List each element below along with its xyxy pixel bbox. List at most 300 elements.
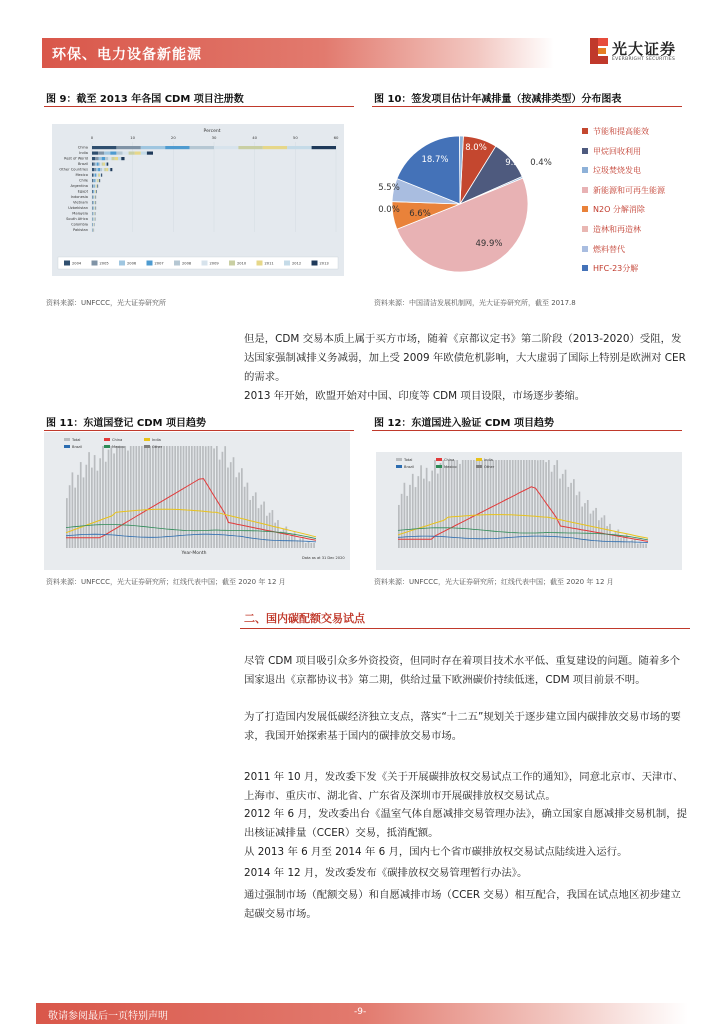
fig9-bar-segment [100, 168, 102, 171]
fig11-source: 资料来源：UNFCCC，光大证券研究所；红线代表中国；截至 2020 年 12 月 [46, 578, 286, 586]
fig10-pct-label: 49.9% [475, 239, 503, 249]
f11-legend-label: India [152, 438, 161, 442]
f12-total-bar [501, 460, 503, 548]
f11-total-bar [141, 446, 143, 548]
fig9-bar-segment [96, 168, 98, 171]
f12-total-bar [537, 460, 539, 548]
f12-total-bar [481, 460, 483, 548]
fig9-bar-segment [99, 179, 100, 182]
fig10-pct-label: 9.5% [505, 158, 527, 168]
fig10-pct-label: 18.7% [421, 155, 449, 165]
fig10-legend-swatch [582, 167, 588, 173]
fig9-bar-segment [92, 157, 95, 160]
fig9-country-label: Indonesia [70, 195, 88, 199]
logo-name: 光大证券 [612, 40, 677, 58]
fig9-tick: 0 [90, 135, 94, 140]
f12-total-bar [529, 460, 531, 548]
fig10-legend-swatch [582, 226, 588, 232]
fig9-bar-segment [94, 179, 95, 182]
fig9-bar-segment [94, 185, 95, 188]
header-title: 环保、电力设备新能源 [52, 47, 202, 63]
f12-total-bar [587, 500, 589, 548]
f11-total-bar [288, 536, 290, 548]
f11-legend-swatch [104, 445, 110, 448]
fig10-legend-label: 新能源和可再生能源 [593, 185, 665, 195]
f11-total-bar [97, 471, 99, 548]
fig10-legend-label: 节能和提高能效 [593, 127, 649, 136]
f12-legend-swatch [396, 465, 402, 468]
f11-total-bar [110, 446, 112, 548]
f11-legend-label: Mexico [112, 445, 125, 449]
f12-total-bar [404, 483, 406, 548]
f11-legend-label: Total [72, 438, 81, 442]
f12-legend-swatch [396, 458, 402, 461]
fig10-legend-swatch [582, 128, 588, 134]
f12-total-bar [565, 470, 567, 548]
paragraph-cdm-problems: 尽管 CDM 项目吸引众多外资投资，但同时存在着项目技术水平低、重复建设的问题。随着多个国家退出《京都协议书》第二期，供给过量下欧洲碳价持续低迷，CDM 项目前景不明。 [244, 655, 681, 686]
f12-total-bar [470, 460, 472, 548]
fig9-bar-segment [99, 157, 102, 160]
fig9-legend-year: 2006 [127, 261, 137, 266]
fig9-bar-segment [105, 163, 107, 166]
fig9-bar-segment [95, 179, 96, 182]
fig9-bar-segment [118, 157, 121, 160]
fig9-legend-swatch [284, 261, 290, 266]
fig9-bar-segment [107, 163, 109, 166]
fig9-bar-segment [92, 146, 116, 149]
fig11-line-chart [44, 432, 350, 570]
f11-total-bar [263, 502, 265, 548]
fig9-country-label: India [79, 151, 88, 155]
fig9-bar-segment [238, 146, 262, 149]
fig9-bar-segment [95, 157, 98, 160]
f11-total-bar [299, 538, 301, 548]
f12-total-bar [473, 460, 475, 548]
f12-total-bar [454, 460, 456, 548]
fig9-bar-segment [110, 152, 116, 155]
fig9-legend-swatch [257, 261, 263, 266]
paragraph-2013-2014: 从 2013 年 6 月至 2014 年 6 月，国内七个省市碳排放权交易试点陆续进入运行。 [244, 846, 628, 858]
f12-legend-label: Brazil [404, 465, 415, 469]
fig9-country-label: Argentina [70, 184, 88, 188]
f11-total-bar [222, 452, 224, 548]
f12-total-bar [437, 474, 439, 548]
fig9-bar-segment [105, 157, 108, 160]
f12-total-bar [542, 460, 544, 548]
f12-total-bar [451, 460, 453, 548]
fig9-bar-segment [100, 163, 102, 166]
f12-legend-label: China [444, 458, 455, 462]
f12-total-bar [448, 460, 450, 548]
f11-total-bar [197, 446, 199, 548]
fig9-bar-segment [100, 174, 101, 177]
f11-total-bar [72, 472, 74, 548]
f11-total-bar [185, 446, 187, 548]
fig12-source: 资料来源：UNFCCC，光大证券研究所；红线代表中国；截至 2020 年 12 月 [374, 578, 614, 586]
fig9-bar-segment [135, 152, 141, 155]
fig10-pct-label: 0.4% [530, 158, 552, 168]
fig9-country-label: Chile [79, 178, 88, 183]
f12-total-bar [420, 465, 422, 548]
fig9-bar-segment [94, 174, 95, 177]
f11-total-bar [283, 529, 285, 548]
f11-total-bar [308, 542, 310, 548]
f12-total-bar [640, 543, 642, 548]
fig9-bar-segment [95, 163, 97, 166]
f12-total-bar [545, 462, 547, 548]
fig9-bar-segment [102, 168, 104, 171]
paragraph-domestic-market: 为了打造国内发展低碳经济独立支点，落实“十二五”规划关于逐步建立国内碳排放交易市场的要求，我国开始探索基于国内的碳排放交易市场。 [244, 711, 681, 742]
f11-total-bar [127, 451, 129, 548]
fig9-bar-segment [110, 168, 112, 171]
f11-total-bar [166, 446, 168, 548]
fig9-bar-segment [94, 179, 95, 182]
fig9-bar-segment [121, 157, 124, 160]
fig9-bar-segment [102, 163, 104, 166]
paragraph-cdm-buyer-market: 但是，CDM 交易本质上属于买方市场，随着《京都议定书》第二阶段（2013-2020）受阻，发达国家强制减排义务减弱，加上受 2009 年欧债危机影响，大大虚弱了国际上特别是欧洲对 CER 的需求。 [244, 333, 686, 383]
f12-total-bar [445, 466, 447, 548]
fig9-bar-segment [108, 157, 111, 160]
fig9-bar-segment [92, 168, 94, 171]
fig9-tick: 60 [333, 135, 339, 140]
f11-total-bar [302, 537, 304, 548]
f11-total-bar [119, 446, 121, 548]
fig9-country-label: China [77, 145, 88, 150]
f11-total-bar [158, 446, 160, 548]
f12-total-bar [459, 464, 461, 548]
f11-total-bar [310, 543, 312, 548]
f12-legend-label: India [484, 458, 493, 462]
f11-total-bar [247, 483, 249, 548]
f11-total-bar [74, 488, 76, 548]
f12-total-bar [554, 465, 556, 548]
fig9-tick: 20 [170, 135, 176, 140]
fig10-source: 资料来源：中国清洁发展机制网，光大证券研究所，截至 2017.8 [374, 299, 576, 307]
f12-total-bar [567, 487, 569, 548]
fig9-bar-segment [98, 152, 104, 155]
fig9-chart [52, 124, 344, 276]
f11-total-bar [77, 475, 79, 548]
f12-total-bar [509, 460, 511, 548]
fig9-bar-segment [97, 179, 98, 182]
fig9-bar-segment [214, 146, 238, 149]
f12-total-bar [637, 544, 639, 548]
f11-total-bar [69, 485, 71, 548]
fig9-country-label: Malaysia [72, 211, 88, 216]
fig9-bar-segment [129, 152, 135, 155]
fig9-source: 资料来源：UNFCCC，光大证券研究所 [46, 299, 167, 307]
fig9-bar-segment [97, 185, 98, 188]
fig10-pie-chart [372, 112, 582, 284]
f11-total-bar [233, 457, 235, 548]
fig12-line-chart [376, 452, 682, 570]
f11-total-bar [135, 446, 137, 548]
f12-total-bar [517, 460, 519, 548]
f11-legend-swatch [64, 438, 70, 441]
fig10-legend-swatch [582, 187, 588, 193]
f11-total-bar [177, 446, 179, 548]
fig10-legend-label: 造林和再造林 [593, 225, 641, 234]
f11-total-bar [313, 543, 315, 548]
fig9-bar-segment [104, 152, 110, 155]
fig9-bar-segment [93, 185, 94, 188]
fig9-bar-segment [94, 185, 95, 188]
f11-total-bar [188, 446, 190, 548]
f11-total-bar [238, 473, 240, 548]
fig9-country-label: Brazil [77, 162, 88, 166]
f11-total-bar [244, 487, 246, 548]
f11-total-bar [91, 468, 93, 548]
fig9-bar-segment [92, 174, 93, 177]
f11-total-bar [305, 543, 307, 548]
logo-subtitle: EVERBRIGHT SECURITIES [612, 57, 676, 62]
fig9-tick: 30 [211, 135, 217, 140]
fig9-bar-segment [99, 163, 101, 166]
f12-total-bar [523, 460, 525, 548]
f12-total-bar [401, 494, 403, 548]
f12-total-bar [581, 507, 583, 548]
fig9-tick: 40 [252, 135, 258, 140]
f11-total-bar [277, 520, 279, 548]
f12-total-bar [645, 544, 647, 548]
f12-total-bar [462, 460, 464, 548]
f11-total-bar [191, 446, 193, 548]
fig9-country-label: Vietnam [73, 200, 88, 205]
f12-total-bar [631, 540, 633, 548]
fig9-legend-swatch [229, 261, 235, 266]
fig9-tick: 50 [292, 135, 298, 140]
fig9-title-rule [44, 106, 354, 107]
fig9-bar-segment [95, 174, 96, 177]
paragraph-2012-ccer: 2012 年 6 月，发改委出台《温室气体自愿减排交易管理办法》，确立国家自愿减排交易机制，提出核证减排量（CCER）交易，抵消配额。 [244, 808, 687, 839]
fig9-bar-segment [96, 185, 97, 188]
fig9-title: 图 9：截至 2013 年各国 CDM 项目注册数 [46, 94, 244, 105]
f12-total-bar [592, 511, 594, 548]
fig9-bar-segment [92, 163, 94, 166]
f12-total-bar [442, 460, 444, 548]
fig9-bar-segment [93, 174, 94, 177]
f11-total-bar [208, 446, 210, 548]
f11-total-bar [224, 446, 226, 548]
fig9-bar-segment [95, 185, 96, 188]
fig12-title: 图 12：东道国进入验证 CDM 项目趋势 [374, 418, 554, 429]
f11-total-bar [255, 492, 257, 548]
f12-total-bar [615, 531, 617, 548]
f11-total-bar [149, 446, 151, 548]
f11-total-bar [260, 505, 262, 548]
f12-total-bar [492, 460, 494, 548]
f11-legend-swatch [144, 438, 150, 441]
fig9-tick: 10 [130, 135, 136, 140]
fig10-title: 图 10：签发项目估计年减排量（按减排类型）分布图表 [374, 94, 622, 105]
f11-legend-label: China [112, 438, 123, 442]
fig9-bar-segment [312, 146, 336, 149]
f12-total-bar [534, 460, 536, 548]
f11-total-bar [122, 446, 124, 548]
fig9-legend-year: 2004 [72, 261, 82, 266]
f11-total-bar [180, 446, 182, 548]
fig10-pct-label: 0.9% [457, 115, 479, 125]
fig9-bar-segment [106, 168, 108, 171]
fig11-title: 图 11：东道国登记 CDM 项目趋势 [46, 418, 206, 429]
fig9-country-label: Other Countries [59, 167, 88, 172]
fig9-bar-segment [96, 185, 97, 188]
fig9-bar-segment [97, 163, 99, 166]
f11-total-bar [202, 446, 204, 548]
f12-total-bar [540, 460, 542, 548]
f11-legend-label: Brazil [72, 445, 83, 449]
fig9-country-label: Uzbekistan [68, 206, 88, 210]
f11-total-bar [249, 500, 251, 548]
fig9-legend-swatch [64, 261, 70, 266]
fig9-bar-segment [97, 174, 98, 177]
f11-total-bar [85, 465, 87, 548]
f12-total-bar [467, 460, 469, 548]
fig9-legend-year: 2009 [209, 261, 219, 266]
f11-total-bar [194, 446, 196, 548]
f11-total-bar [210, 446, 212, 548]
fig10-pct-label: 0.0% [378, 205, 400, 215]
f11-legend-swatch [64, 445, 70, 448]
f12-total-bar [604, 515, 606, 548]
fig9-legend-year: 2011 [264, 261, 274, 266]
fig9-legend-swatch [174, 261, 180, 266]
f12-total-bar [556, 460, 558, 548]
logo-icon [588, 36, 610, 66]
f11-total-bar [213, 448, 215, 548]
f12-total-bar [423, 479, 425, 548]
f12-total-bar [476, 460, 478, 548]
fig9-bar-segment [103, 163, 105, 166]
fig10-legend-label: 甲烷回收利用 [593, 146, 641, 156]
f12-total-bar [548, 460, 550, 548]
fig10-legend-label: 燃料替代 [593, 244, 625, 254]
fig9-legend-swatch [147, 261, 153, 266]
paragraph-2011-pilots: 2011 年 10 月，发改委下发《关于开展碳排放权交易试点工作的通知》，同意北京市、天津市、上海市、重庆市、湖北省、广东省及深圳市开展碳排放权交易试点。 [244, 771, 684, 802]
f12-total-bar [506, 460, 508, 548]
fig9-bar-segment [116, 152, 122, 155]
f12-total-bar [417, 476, 419, 548]
fig9-bar-segment [190, 146, 214, 149]
fig9-legend-swatch [312, 261, 318, 266]
f12-legend-swatch [436, 465, 442, 468]
f11-legend-swatch [144, 445, 150, 448]
fig10-pct-label: 6.6% [409, 209, 431, 219]
fig9-bar-segment [98, 179, 99, 182]
f11-total-bar [163, 446, 165, 548]
fig9-country-label: Rest of World [64, 156, 88, 161]
f12-legend-swatch [476, 458, 482, 461]
fig10-legend-swatch [582, 206, 588, 212]
f11-total-bar [266, 516, 268, 548]
fig9-bar-segment [97, 185, 98, 188]
fig9-axis-title: Percent [203, 129, 221, 134]
f12-legend-label: Other [484, 465, 495, 469]
f12-total-bar [456, 460, 458, 548]
fig9-bar-segment [92, 185, 93, 188]
f12-total-bar [526, 460, 528, 548]
f11-total-bar [199, 446, 201, 548]
fig9-bar-segment [165, 146, 189, 149]
f12-total-bar [490, 460, 492, 548]
f11-legend-swatch [104, 438, 110, 441]
f12-total-bar [570, 483, 572, 548]
f11-total-bar [80, 462, 82, 548]
fig10-legend-label: N2O 分解消除 [593, 205, 645, 215]
fig9-bar-segment [94, 163, 96, 166]
f11-total-bar [174, 446, 176, 548]
f11-total-bar [144, 446, 146, 548]
f12-legend-label: Mexico [444, 465, 457, 469]
f12-legend-swatch [476, 465, 482, 468]
fig9-bar-segment [141, 152, 147, 155]
fig9-country-label: Egypt [77, 189, 88, 194]
f12-total-bar [512, 460, 514, 548]
fig11-title-rule [44, 430, 354, 431]
fig9-bar-segment [93, 185, 94, 188]
f12-total-bar [440, 463, 442, 548]
f12-total-bar [609, 524, 611, 548]
fig9-legend-swatch [92, 261, 98, 266]
f12-total-bar [559, 479, 561, 548]
fig10-pct-label: 8.0% [465, 143, 487, 153]
fig9-bar-segment [102, 157, 105, 160]
f11-legend-label: Other [152, 445, 163, 449]
f11-total-bar [172, 446, 174, 548]
f11-total-bar [205, 446, 207, 548]
f11-total-bar [272, 510, 274, 548]
f12-legend-label: Total [404, 458, 413, 462]
section-title: 二、国内碳配额交易试点 [244, 612, 365, 625]
fig10-legend-swatch [582, 265, 588, 271]
f11-total-bar [155, 446, 157, 548]
fig9-bar-segment [147, 152, 153, 155]
f12-total-bar [642, 544, 644, 548]
fig9-bar-segment [99, 174, 100, 177]
f11-total-bar [133, 446, 135, 548]
fig11-note: Data as at 31 Dec 2020 [302, 556, 345, 560]
fig12-title-rule [372, 430, 682, 431]
page-number: -9- [354, 1007, 367, 1017]
f11-total-bar [116, 446, 118, 548]
fig9-country-label: Mexico [75, 173, 88, 177]
fig9-bar-segment [287, 146, 311, 149]
f11-total-bar [183, 446, 185, 548]
fig9-bar-segment [96, 174, 97, 177]
fig9-country-label: Colombia [71, 222, 88, 227]
fig9-bar-segment [101, 174, 102, 177]
fig9-bar-segment [141, 146, 165, 149]
f12-total-bar [434, 460, 436, 548]
f11-total-bar [280, 531, 282, 548]
f11-total-bar [88, 452, 90, 548]
f12-total-bar [409, 485, 411, 548]
fig9-legend-year: 2010 [237, 261, 247, 266]
f12-total-bar [504, 460, 506, 548]
fig9-legend-year: 2012 [292, 261, 302, 266]
fig10-legend-label: 垃圾焚烧发电 [593, 166, 641, 176]
fig10-legend-label: HFC-23分解 [593, 264, 639, 274]
f12-total-bar [515, 460, 517, 548]
f12-total-bar [484, 460, 486, 548]
fig9-bar-segment [94, 168, 96, 171]
fig9-bar-segment [116, 146, 140, 149]
f12-total-bar [579, 492, 581, 548]
f11-total-bar [216, 446, 218, 548]
fig9-bar-segment [104, 168, 106, 171]
f11-total-bar [124, 446, 126, 548]
fig9-legend-swatch [202, 261, 208, 266]
